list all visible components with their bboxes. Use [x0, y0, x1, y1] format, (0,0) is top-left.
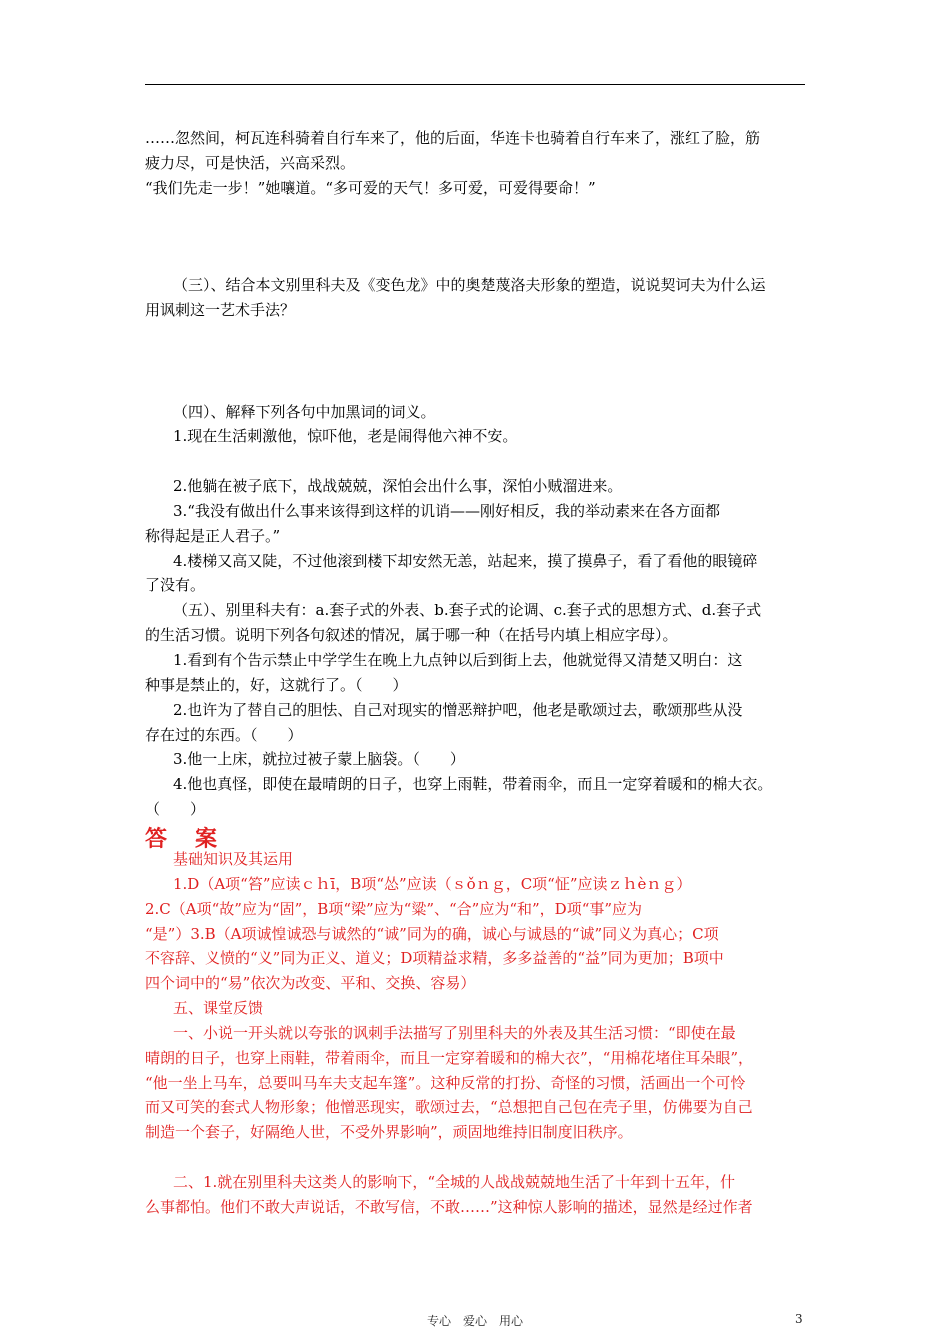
- answer-line-8: 一、小说一开头就以夸张的讽刺手法描写了别里科夫的外表及其生活习惯：“即使在最: [173, 1024, 736, 1042]
- answer-line-12: 制造一个套子，好隔绝人世，不受外界影响”，顽固地维持旧制度旧秩序。: [145, 1123, 633, 1141]
- question-5-item-4: 4.他也真怪，即使在最晴朗的日子，也穿上雨鞋，带着雨伞，而且一定穿着暖和的棉大衣。: [173, 775, 773, 793]
- answer-line-3: 2.C（A项“故”应为“固”，B项“梁”应为“粱”、“合”应为“和”，D项“事”应为: [145, 900, 643, 918]
- passage-line-2: 疲力尽，可是快活，兴高采烈。: [145, 154, 356, 172]
- question-5-item-3: 3.他一上床，就拉过被子蒙上脑袋。（ ）: [173, 750, 465, 768]
- answer-line-10: “他一坐上马车，总要叫马车夫支起车篷”。这种反常的打扮、奇怪的习惯，活画出一个可怜: [145, 1074, 746, 1092]
- answer-line-7: 五、课堂反馈: [173, 999, 264, 1017]
- answer-line-11: 而又可笑的套式人物形象；他憎恶现实，歌颂过去，“总想把自己包在壳子里，仿佛要为自己: [145, 1098, 753, 1116]
- passage-line-1: ……忽然间，柯瓦连科骑着自行车来了，他的后面，华连卡也骑着自行车来了，涨红了脸，筋: [145, 129, 761, 147]
- question-4-item-4-cont: 了没有。: [145, 576, 206, 594]
- answer-line-2: 1.D（A项“笞”应读ｃｈī，B项“怂”应读（ｓǒｎｇ，C项“怔”应读ｚｈèｎｇ）: [173, 875, 692, 893]
- question-5-item-1-cont: 种事是禁止的，好，这就行了。（ ）: [145, 676, 408, 694]
- question-4-item-3: 3.“我没有做出什么事来该得到这样的讥诮——刚好相反，我的举动素来在各方面都: [173, 502, 720, 520]
- answer-line-14: 么事都怕。他们不敢大声说话，不敢写信，不敢……”这种惊人影响的描述，显然是经过作者: [145, 1198, 753, 1216]
- answer-line-6: 四个词中的“易”依次为改变、平和、交换、容易）: [145, 974, 476, 992]
- question-5-line-1: （五）、别里科夫有：a.套子式的外表、b.套子式的论调、c.套子式的思想方式、d.套子式: [173, 601, 762, 619]
- question-5-item-4-cont: （ ）: [145, 800, 206, 818]
- answer-line-13: 二、1.就在别里科夫这类人的影响下，“全城的人战战兢兢地生活了十年到十五年，什: [173, 1173, 735, 1191]
- question-5-line-2: 的生活习惯。说明下列各句叙述的情况，属于哪一种（在括号内填上相应字母）。: [145, 626, 678, 644]
- page-number: 3: [795, 1312, 803, 1326]
- question-5-item-1: 1.看到有个告示禁止中学学生在晚上九点钟以后到街上去，他就觉得又清楚又明白：这: [173, 651, 743, 669]
- passage-line-3: “我们先走一步！”她嚷道。“多可爱的天气！多可爱，可爱得要命！”: [145, 179, 596, 197]
- question-5-item-2: 2.也许为了替自己的胆怯、自己对现实的憎恶辩护吧，他老是歌颂过去，歌颂那些从没: [173, 701, 743, 719]
- question-5-item-2-cont: 存在过的东西。（ ）: [145, 726, 303, 744]
- header-rule: [145, 84, 805, 85]
- answer-line-9: 晴朗的日子，也穿上雨鞋，带着雨伞，而且一定穿着暖和的棉大衣”，“用棉花堵住耳朵眼”，: [145, 1049, 754, 1067]
- answer-line-5: 不容辞、义愤的“义”同为正义、道义；D项精益求精，多多益善的“益”同为更加；B项中: [145, 949, 724, 967]
- question-3-line-2: 用讽刺这一艺术手法？: [145, 301, 296, 319]
- question-4-item-2: 2.他躺在被子底下，战战兢兢，深怕会出什么事，深怕小贼溜进来。: [173, 477, 623, 495]
- question-4-item-4: 4.楼梯又高又陡，不过他滚到楼下却安然无恙，站起来，摸了摸鼻子，看了看他的眼镜碎: [173, 552, 758, 570]
- page-footer: 专心 爱心 用心: [426, 1314, 523, 1328]
- answer-line-4: “是”）3.B（A项诚惶诚恐与诚然的“诚”同为的确，诚心与诚恳的“诚”同义为真心；C项: [145, 925, 719, 943]
- answer-line-1: 基础知识及其运用: [173, 850, 294, 868]
- question-3-line-1: （三）、结合本文别里科夫及《变色龙》中的奥楚蔑洛夫形象的塑造，说说契诃夫为什么运: [173, 276, 766, 294]
- question-4-item-3-cont: 称得起是正人君子。”: [145, 527, 281, 545]
- question-4-item-1: 1.现在生活刺激他，惊吓他，老是闹得他六神不安。: [173, 427, 518, 445]
- answers-heading: 答案: [145, 826, 246, 852]
- question-4-title: （四）、解释下列各句中加黑词的词义。: [173, 403, 436, 421]
